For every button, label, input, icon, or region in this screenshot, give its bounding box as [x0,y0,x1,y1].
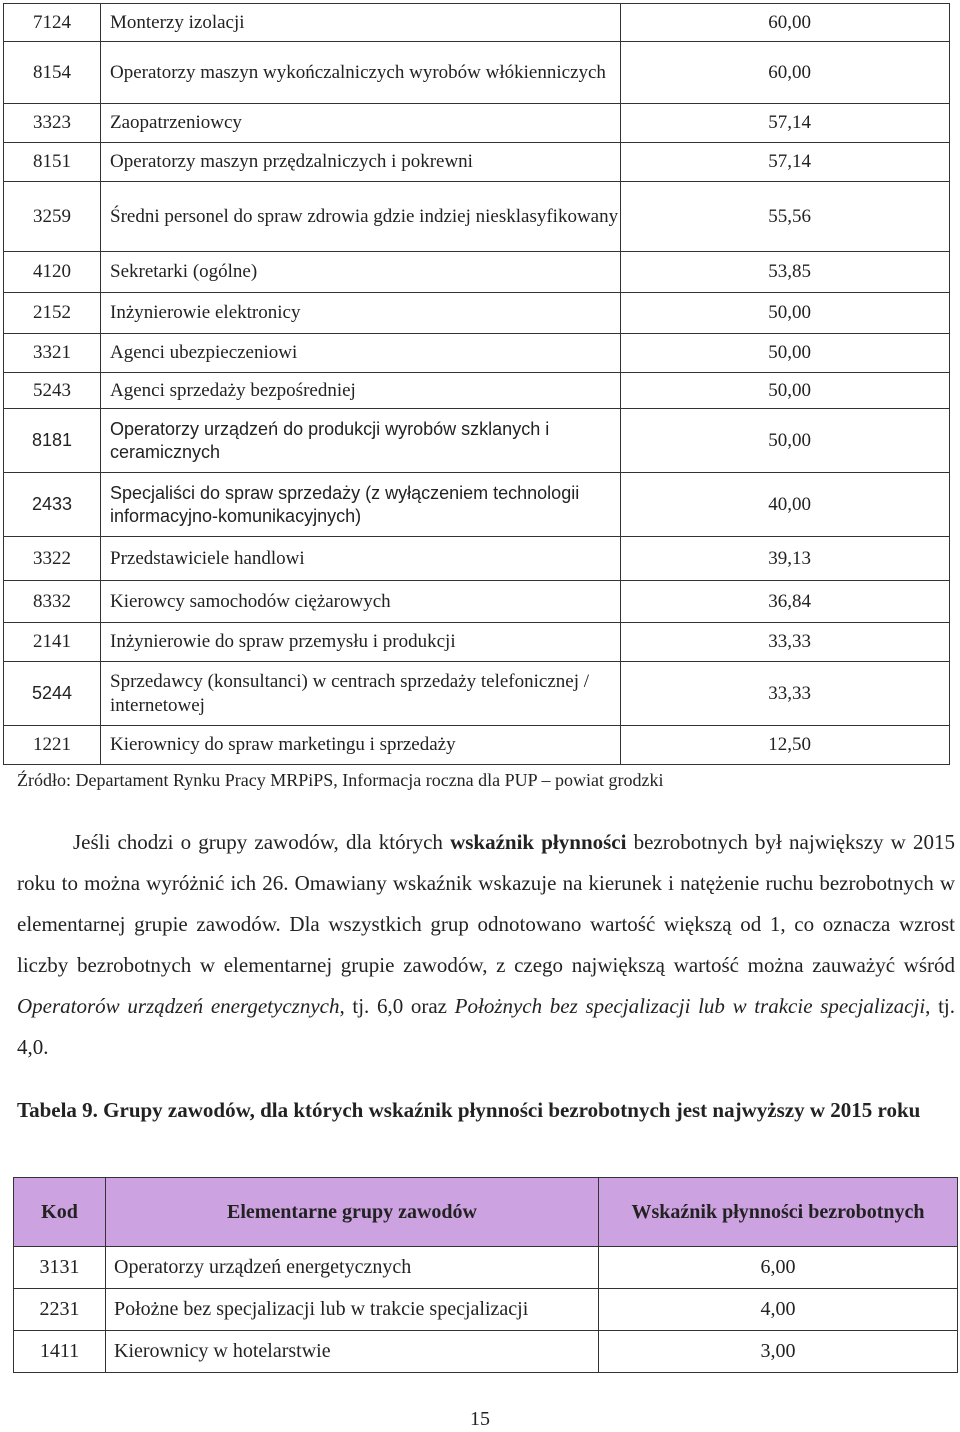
row-value: 33,33 [621,623,950,662]
row-value: 50,00 [621,293,950,334]
paragraph-text: , tj. 6,0 oraz [339,994,455,1018]
row-code: 5243 [4,373,101,409]
row-name: Kierowcy samochodów ciężarowych [101,581,621,623]
row-value: 40,00 [621,473,950,537]
row-code: 3131 [14,1247,106,1289]
row-value: 4,00 [599,1289,958,1331]
row-code: 2433 [4,473,101,537]
table-9 [13,1177,958,1373]
row-value: 57,14 [621,143,950,182]
row-code: 8151 [4,143,101,182]
row-code: 8332 [4,581,101,623]
paragraph-bold-term: wskaźnik płynności [450,830,627,854]
row-name: Inżynierowie elektronicy [101,293,621,334]
table-row [4,4,950,42]
table-caption: Tabela 9. Grupy zawodów, dla których wskaźnik płynności bezrobotnych jest najwyższy w 2015 roku [17,1098,921,1122]
table-row [4,182,950,252]
header-group: Elementarne grupy zawodów [106,1178,599,1247]
table-row [14,1289,958,1331]
paragraph-italic-term: Położnych bez specjalizacji lub w trakcie specjalizacji [454,994,926,1018]
row-value: 3,00 [599,1331,958,1373]
row-value: 36,84 [621,581,950,623]
paragraph-text: Jeśli chodzi o grupy zawodów, dla których [73,830,451,854]
paragraph-text: bezrobotnych był największy w 2015 roku to można wyróżnić ich 26. Omawiany wskaźnik wskazuje na kierunek i natężenie ruchu bezrobotnych w elementarnej grupie zawodów. Dla wszystkich grup odnotowano wartość większą od 1, co oznacza wzrost liczby bezrobotnych w elementarnej grupie zawodów, z czego największą wartość można zauważyć wśród [17,830,955,977]
page-number: 15 [470,1408,490,1430]
row-code: 3323 [4,104,101,143]
row-value: 53,85 [621,252,950,293]
paragraph-italic-term: Operatorów urządzeń energetycznych [17,994,340,1018]
row-value: 55,56 [621,182,950,252]
row-name: Położne bez specjalizacji lub w trakcie specjalizacji [106,1289,599,1331]
row-name: Agenci ubezpieczeniowi [101,334,621,373]
row-name: Przedstawiciele handlowi [101,537,621,581]
occupation-table [3,3,950,765]
row-code: 4120 [4,252,101,293]
row-name: Sekretarki (ogólne) [101,252,621,293]
row-code: 3259 [4,182,101,252]
row-name: Operatorzy urządzeń do produkcji wyrobów szklanych i ceramicznych [101,409,621,473]
row-value: 12,50 [621,726,950,765]
row-name: Inżynierowie do spraw przemysłu i produkcji [101,623,621,662]
row-name: Sprzedawcy (konsultanci) w centrach sprzedaży telefonicznej / internetowej [101,662,621,726]
row-code: 3321 [4,334,101,373]
source-note: Źródło: Departament Rynku Pracy MRPiPS, Informacja roczna dla PUP – powiat grodzki [17,770,664,790]
row-value: 57,14 [621,104,950,143]
row-name: Operatorzy urządzeń energetycznych [106,1247,599,1289]
row-value: 50,00 [621,334,950,373]
table-row [4,334,950,373]
table-row [4,537,950,581]
row-code: 1411 [14,1331,106,1373]
header-index: Wskaźnik płynności bezrobotnych [599,1178,958,1247]
row-code: 8181 [4,409,101,473]
row-name: Średni personel do spraw zdrowia gdzie indziej niesklasyfikowany [101,182,621,252]
row-name: Agenci sprzedaży bezpośredniej [101,373,621,409]
table-row [4,662,950,726]
row-name: Operatorzy maszyn przędzalniczych i pokrewni [101,143,621,182]
row-value: 33,33 [621,662,950,726]
table-row [4,293,950,334]
table-row [4,726,950,765]
row-name: Specjaliści do spraw sprzedaży (z wyłączeniem technologii informacyjno-komunikacyjnych) [101,473,621,537]
row-name: Kierownicy do spraw marketingu i sprzedaży [101,726,621,765]
row-value: 39,13 [621,537,950,581]
row-name: Monterzy izolacji [101,4,621,42]
row-value: 60,00 [621,4,950,42]
row-code: 2152 [4,293,101,334]
table-row [4,581,950,623]
row-code: 8154 [4,42,101,104]
row-value: 50,00 [621,409,950,473]
table-row [4,104,950,143]
table-row [4,623,950,662]
table-row [4,409,950,473]
row-code: 3322 [4,537,101,581]
row-name: Kierownicy w hotelarstwie [106,1331,599,1373]
row-code: 2141 [4,623,101,662]
row-name: Zaopatrzeniowcy [101,104,621,143]
row-value: 50,00 [621,373,950,409]
table-row [4,473,950,537]
row-code: 7124 [4,4,101,42]
table-row [4,373,950,409]
table-row [4,252,950,293]
body-paragraph [17,822,955,1068]
paragraph-text: , tj. 4,0. [17,994,955,1059]
row-code: 1221 [4,726,101,765]
row-name: Operatorzy maszyn wykończalniczych wyrobów włókienniczych [101,42,621,104]
table-row [4,42,950,104]
row-value: 60,00 [621,42,950,104]
row-code: 5244 [4,662,101,726]
table-row [14,1331,958,1373]
row-code: 2231 [14,1289,106,1331]
table-header-row [14,1178,958,1247]
table-row [4,143,950,182]
header-code: Kod [14,1178,106,1247]
table-row [14,1247,958,1289]
row-value: 6,00 [599,1247,958,1289]
